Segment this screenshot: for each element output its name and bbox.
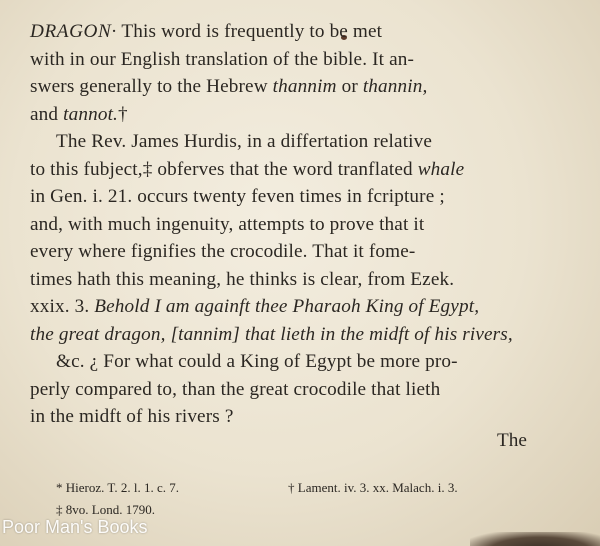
footnote-1: * Hieroz. T. 2. l. 1. c. 7. xyxy=(56,480,179,495)
text-line-1: DRAGON· This word is frequently to be met xyxy=(30,21,383,42)
text-line-10: times hath this meaning, he thinks is clear, from Ezek. xyxy=(30,268,455,290)
dagger-mark: † xyxy=(118,103,128,125)
text-line-2: with in our English translation of the bible. It an- xyxy=(30,48,415,70)
book-binding-shadow xyxy=(470,532,600,546)
text-line-14: perly compared to, than the great crocodile that lieth xyxy=(30,378,441,400)
text-line-8: and, with much ingenuity, attempts to prove that it xyxy=(30,213,425,235)
text-line-3: swers generally to the Hebrew thannim or thannin, xyxy=(30,76,428,97)
footnote-2: † Lament. iv. 3. xx. Malach. i. 3. xyxy=(288,480,458,495)
text-line-15: in the midft of his rivers ? xyxy=(30,406,234,427)
text-line-7: in Gen. i. 21. occurs twenty feven times in fcripture ; xyxy=(30,186,445,207)
text-line-9: every where fignifies the crocodile. That it fome- xyxy=(30,241,416,262)
catchword: The xyxy=(497,430,527,451)
footnote-3: ‡ 8vo. Lond. 1790. xyxy=(56,502,155,517)
text-line-12: the great dragon, [tannim] that lieth in the midft of his rivers, xyxy=(30,323,513,345)
text-line-5: The Rev. James Hurdis, in a differtation relative xyxy=(56,131,433,152)
text-line-11: xxix. 3. Behold I am againft thee Pharaoh King of Egypt, xyxy=(30,296,480,317)
text-line-4: and tannot.† xyxy=(30,103,128,125)
text-line-13: &c. ¿ For what could a King of Egypt be more pro- xyxy=(56,351,458,372)
entry-headword: DRAGON· xyxy=(30,21,117,42)
body-text xyxy=(30,18,590,431)
text-line-6: to this fubject,‡ obferves that the word tranflated whale xyxy=(30,158,465,180)
watermark: Poor Man's Books xyxy=(2,517,148,537)
